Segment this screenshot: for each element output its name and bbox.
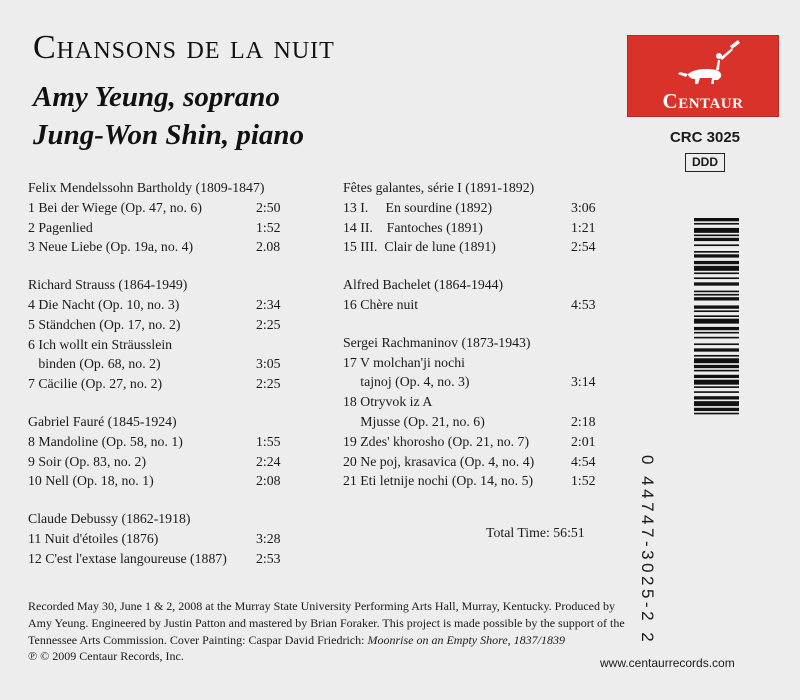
- track-title: 17 V molchan'ji nochi: [343, 354, 465, 370]
- track-title: 3 Neue Liebe (Op. 19a, no. 4): [28, 239, 194, 255]
- barcode-bar: [694, 355, 739, 357]
- centaur-wordmark: Centaur: [662, 89, 744, 113]
- barcode-bar: [694, 375, 739, 378]
- barcode-digits: 0 44747-3025-2 2: [638, 455, 657, 646]
- track-duration: 2:25: [256, 316, 281, 332]
- barcode-bar: [694, 337, 739, 339]
- track-title: 13 I. En sourdine (1892): [343, 199, 493, 215]
- track-title: Mjusse (Op. 21, no. 6): [343, 413, 485, 429]
- track-duration: 3:14: [571, 374, 596, 390]
- track-row: [343, 452, 603, 472]
- barcode-bar: [694, 244, 739, 246]
- barcode-bar: [694, 238, 739, 241]
- track-title: 7 Cäcilie (Op. 27, no. 2): [28, 376, 163, 392]
- barcode-bar: [694, 294, 739, 296]
- track-title: 16 Chère nuit: [343, 296, 419, 312]
- track-duration: 1:52: [256, 219, 281, 235]
- track-title: 5 Ständchen (Op. 17, no. 2): [28, 316, 181, 332]
- track-row: [28, 237, 328, 257]
- barcode-bar: [694, 266, 739, 271]
- track-row: [28, 335, 328, 355]
- track-title: 15 III. Clair de lune (1891): [343, 239, 496, 255]
- track-row: [28, 452, 328, 472]
- track-row: [28, 549, 328, 569]
- barcode-bar: [694, 251, 739, 253]
- track-row: [343, 218, 603, 238]
- barcode-bar: [694, 297, 739, 300]
- barcode-bar: [694, 319, 739, 324]
- track-title: tajnoj (Op. 4, no. 3): [343, 374, 470, 390]
- barcode-bar: [694, 358, 739, 363]
- composer-heading: Felix Mendelssohn Bartholdy (1809-1847): [28, 180, 265, 195]
- track-row: [343, 412, 603, 432]
- barcode-bar: [694, 305, 739, 308]
- track-title: 20 Ne poj, krasavica (Op. 4, no. 4): [343, 453, 535, 469]
- barcode-bar: [694, 310, 739, 312]
- cover-painting-title: Moonrise on an Empty Shore, 1837/1839: [367, 633, 565, 647]
- track-row: [343, 432, 603, 452]
- barcode-bar: [694, 365, 739, 368]
- barcode-bar: [694, 348, 739, 351]
- credits-line-3: [28, 632, 768, 649]
- composer-heading: Sergei Rachmaninov (1873-1943): [343, 334, 531, 350]
- barcode-bar: [694, 408, 739, 411]
- track-duration: 2:50: [256, 199, 281, 215]
- barcode-bar: [694, 332, 739, 334]
- track-duration: 3:05: [256, 356, 281, 372]
- track-title: 4 Die Nacht (Op. 10, no. 3): [28, 296, 180, 312]
- credits-line-1: Recorded May 30, June 1 & 2, 2008 at the Murray State University Performing Arts Hall, Murray, Kentucky. Produced by: [28, 599, 615, 613]
- recording-credits: [28, 598, 768, 649]
- composer-heading: Gabriel Fauré (1845-1924): [28, 413, 177, 429]
- barcode-bar: [694, 261, 739, 264]
- performer-piano: Jung-Won Shin, piano: [33, 119, 305, 151]
- barcode-bar: [694, 391, 739, 393]
- track-title: 21 Eti letnije nochi (Op. 14, no. 5): [343, 473, 534, 489]
- credits-line-2: Amy Yeung. Engineered by Justin Patton and mastered by Brian Foraker. This project is made possible by the support of the: [28, 616, 625, 630]
- track-row: [343, 295, 603, 315]
- track-row: [28, 354, 328, 374]
- composer-group: [28, 275, 328, 394]
- track-row: [343, 372, 603, 392]
- barcode-bar: [694, 218, 739, 221]
- track-duration: 4:54: [571, 453, 596, 469]
- track-duration: 2.08: [256, 239, 281, 255]
- website-url: www.centaurrecords.com: [600, 656, 735, 670]
- barcode: [694, 218, 739, 463]
- track-list-right: [343, 178, 603, 509]
- barcode-bar: [694, 272, 739, 274]
- track-title: 9 Soir (Op. 83, no. 2): [28, 453, 147, 469]
- composer-group: [28, 412, 328, 491]
- barcode-bar: [694, 315, 739, 317]
- barcode-bar: [694, 254, 739, 257]
- track-title: 12 C'est l'extase langoureuse (1887): [28, 550, 227, 566]
- track-duration: 2:25: [256, 376, 281, 392]
- composer-heading: Fêtes galantes, série I (1891-1892): [343, 180, 535, 195]
- composer-group: [343, 275, 603, 315]
- track-row: [28, 471, 328, 491]
- track-title: 8 Mandoline (Op. 58, no. 1): [28, 433, 183, 449]
- composer-group: [28, 178, 328, 257]
- track-row: [343, 198, 603, 218]
- track-row: [343, 471, 603, 491]
- track-duration: 1:52: [571, 473, 596, 489]
- track-duration: 4:53: [571, 296, 596, 312]
- album-title: Chansons de la nuit: [33, 29, 335, 66]
- track-title: 2 Pagenlied: [28, 219, 93, 235]
- barcode-bar: [694, 370, 739, 372]
- composer-heading: Alfred Bachelet (1864-1944): [343, 277, 504, 293]
- barcode-bar: [694, 235, 739, 237]
- composer-group: [343, 178, 603, 257]
- track-duration: 2:18: [571, 413, 596, 429]
- track-duration: 2:34: [256, 296, 281, 312]
- barcode-bar: [694, 386, 739, 388]
- track-title: 6 Ich wollt ein Sträusslein: [28, 336, 173, 352]
- track-duration: 3:06: [571, 199, 596, 215]
- track-duration: 2:53: [256, 550, 281, 566]
- composer-group: [343, 333, 603, 491]
- performer-soprano: Amy Yeung, soprano: [33, 81, 280, 113]
- track-row: [28, 432, 328, 452]
- centaur-logo: [627, 35, 779, 117]
- catalog-number: CRC 3025: [669, 129, 741, 146]
- barcode-bar: [694, 282, 739, 285]
- barcode-bar: [694, 291, 739, 293]
- track-row: [28, 315, 328, 335]
- recording-format-badge: DDD: [685, 153, 725, 172]
- track-list-left: [28, 178, 328, 587]
- total-time: Total Time: 56:51: [486, 525, 585, 540]
- barcode-bar: [694, 413, 739, 415]
- track-duration: 1:55: [256, 433, 281, 449]
- barcode-bar: [694, 343, 739, 345]
- track-row: [28, 295, 328, 315]
- barcode-bar: [694, 223, 739, 225]
- composer-heading: Claude Debussy (1862-1918): [28, 511, 191, 527]
- barcode-bar: [694, 327, 739, 330]
- barcode-bar: [694, 277, 739, 279]
- track-row: [28, 529, 328, 549]
- copyright-notice: ℗ © 2009 Centaur Records, Inc.: [28, 649, 184, 663]
- track-row: [343, 237, 603, 257]
- track-row: [28, 198, 328, 218]
- track-title: 10 Nell (Op. 18, no. 1): [28, 473, 154, 489]
- track-duration: 3:28: [256, 530, 281, 546]
- barcode-bar: [694, 401, 739, 406]
- barcode-bar: [694, 396, 739, 399]
- track-row: [343, 353, 603, 373]
- track-duration: 2:01: [571, 433, 596, 449]
- composer-group: [28, 509, 328, 568]
- track-title: 1 Bei der Wiege (Op. 47, no. 6): [28, 199, 202, 215]
- track-row: [343, 392, 603, 412]
- track-duration: 2:54: [571, 239, 596, 255]
- track-title: 11 Nuit d'étoiles (1876): [28, 530, 159, 546]
- track-duration: 1:21: [571, 219, 596, 235]
- track-row: [28, 374, 328, 394]
- track-title: 18 Otryvok iz A: [343, 394, 433, 410]
- track-title: 14 II. Fantoches (1891): [343, 219, 483, 235]
- track-duration: 2:08: [256, 473, 281, 489]
- barcode-bar: [694, 228, 739, 233]
- track-row: [28, 218, 328, 238]
- track-title: binden (Op. 68, no. 2): [28, 356, 161, 372]
- credits-line-3-text: Tennessee Arts Commission. Cover Painting: Caspar David Friedrich:: [28, 633, 368, 647]
- barcode-bar: [694, 380, 739, 385]
- composer-heading: Richard Strauss (1864-1949): [28, 277, 188, 293]
- track-duration: 2:24: [256, 453, 281, 469]
- track-title: 19 Zdes' khorosho (Op. 21, no. 7): [343, 433, 530, 449]
